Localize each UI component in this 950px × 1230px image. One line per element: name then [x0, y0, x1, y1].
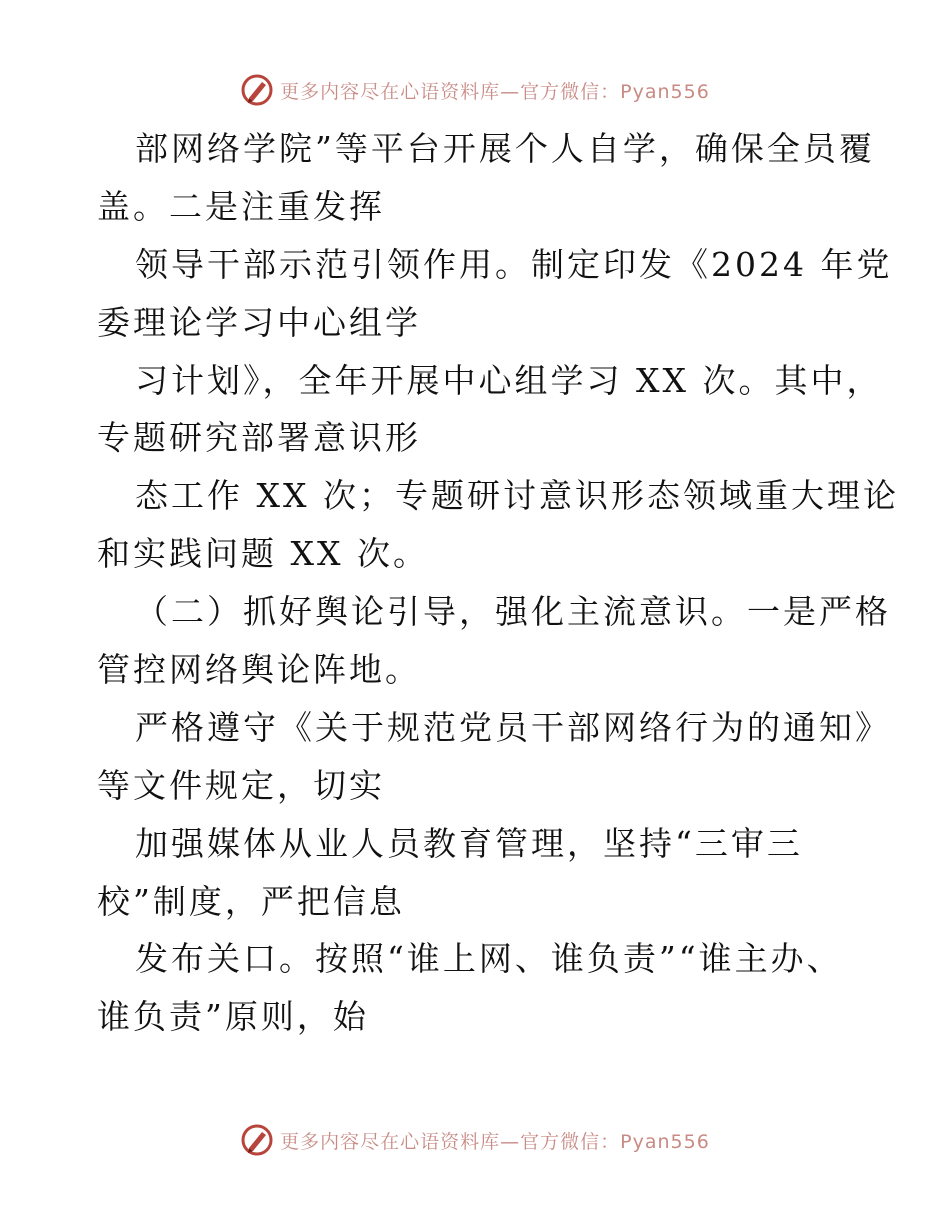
text-line: 习计划》，全年开展中心组学习 XX 次。其中， [135, 360, 883, 400]
text-line: 和实践问题 XX 次。 [97, 534, 429, 574]
text-line: 领导干部示范引领作用。制定印发《2024 年党 [135, 244, 893, 284]
pen-logo-icon [240, 73, 274, 107]
document-body [97, 120, 899, 1046]
text-line: 管控网络舆论阵地。 [97, 650, 421, 690]
header-watermark [0, 70, 950, 110]
text-line: 加强媒体从业人员教育管理，坚持“三审三 [135, 823, 803, 863]
text-line: 等文件规定，切实 [97, 765, 385, 805]
text-line: 委理论学习中心组学 [97, 302, 421, 342]
footer-watermark [0, 1120, 950, 1160]
watermark-text: 更多内容尽在心语资料库—官方微信：Pyan556 [280, 1130, 710, 1153]
text-line: 部网络学院”等平台开展个人自学，确保全员覆 [135, 129, 875, 168]
text-line: 发布关口。按照“谁上网、谁负责”“谁主办、 [135, 939, 843, 979]
text-line: 谁负责”原则，始 [97, 997, 369, 1037]
text-line: 盖。二是注重发挥 [97, 186, 385, 226]
text-line: 态工作 XX 次；专题研讨意识形态领域重大理论 [135, 476, 899, 516]
text-line: 严格遵守《关于规范党员干部网络行为的通知》 [135, 707, 891, 747]
text-line: 专题研究部署意识形 [97, 418, 421, 458]
text-line: 校”制度，严把信息 [97, 881, 405, 921]
pen-logo-icon [240, 1123, 274, 1157]
watermark-text: 更多内容尽在心语资料库—官方微信：Pyan556 [280, 80, 710, 103]
text-line: （二）抓好舆论引导，强化主流意识。一是严格 [135, 592, 891, 632]
